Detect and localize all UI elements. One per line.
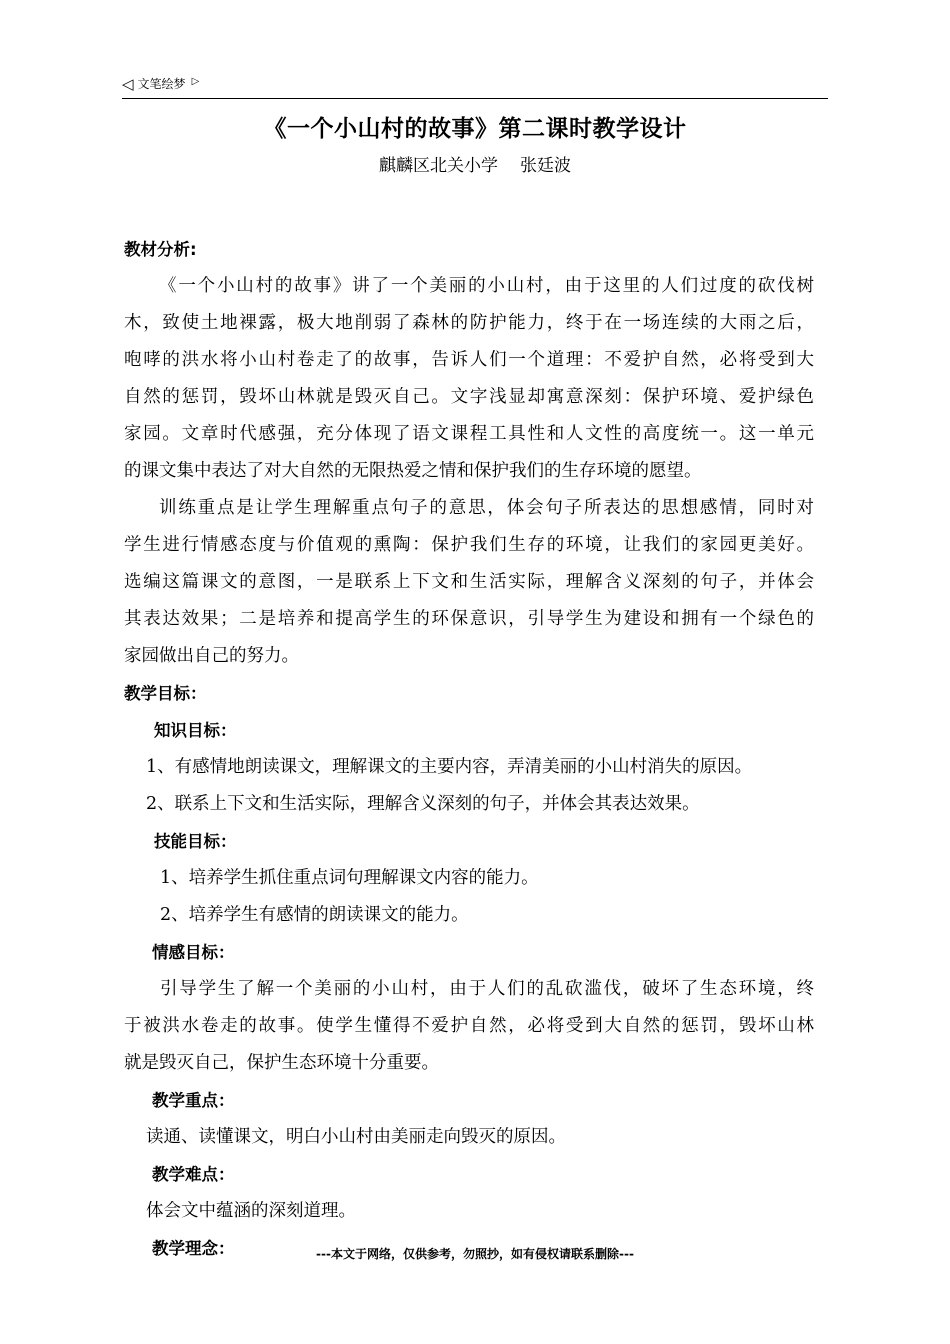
section-heading-goals: 教学目标： bbox=[124, 684, 207, 703]
paragraph-line: 就是毁灭自己，保护生态环境十分重要。 bbox=[124, 1053, 439, 1073]
header-text: 文笔绘梦 bbox=[137, 77, 186, 91]
list-item: 1、培养学生抓住重点词句理解课文内容的能力。 bbox=[160, 868, 539, 888]
paragraph-line: 自然的惩罚，毁坏山林就是毁灭自己。文字浅显却寓意深刻：保护环境、爱护绿色 bbox=[124, 387, 814, 407]
paragraph-line: 训练重点是让学生理解重点句子的意思，体会句子所表达的思想感情，同时对 bbox=[159, 498, 814, 518]
list-item: 2、联系上下文和生活实际，理解含义深刻的句子，并体会其表达效果。 bbox=[146, 794, 700, 814]
paragraph-line: 咆哮的洪水将小山村卷走了的故事，告诉人们一个道理：不爱护自然，必将受到大 bbox=[124, 350, 814, 370]
paragraph-line: 学生进行情感态度与价值观的熏陶：保护我们生存的环境，让我们的家园更美好。 bbox=[124, 535, 814, 555]
paragraph-line: 其表达效果；二是培养和提高学生的环保意识，引导学生为建设和拥有一个绿色的 bbox=[124, 609, 814, 629]
triangle-left-icon: ◁ bbox=[122, 75, 134, 93]
section-heading-concept: 教学理念： bbox=[152, 1239, 235, 1258]
author-line bbox=[0, 151, 950, 176]
section-heading-key: 教学重点： bbox=[152, 1091, 235, 1110]
page-footer: ---本文于网络，仅供参考，勿照抄，如有侵权请联系删除--- bbox=[316, 1247, 634, 1261]
list-item: 1、有感情地朗读课文，理解课文的主要内容，弄清美丽的小山村消失的原因。 bbox=[146, 757, 753, 777]
author-school: 麒麟区北关小学 bbox=[379, 156, 498, 176]
subheading-emotion: 情感目标： bbox=[152, 943, 235, 962]
paragraph-line: 体会文中蕴涵的深刻道理。 bbox=[146, 1201, 356, 1221]
author-name: 张廷波 bbox=[520, 156, 571, 176]
triangle-right-icon: ▷ bbox=[191, 76, 200, 87]
subheading-knowledge: 知识目标： bbox=[154, 721, 237, 740]
header-label bbox=[122, 76, 199, 92]
document-title: 《一个小山村的故事》第二课时教学设计 bbox=[263, 116, 687, 142]
page-header bbox=[122, 74, 828, 99]
paragraph-line: 读通、读懂课文，明白小山村由美丽走向毁灭的原因。 bbox=[146, 1127, 566, 1147]
paragraph-line: 木，致使土地裸露，极大地削弱了森林的防护能力，终于在一场连续的大雨之后， bbox=[124, 313, 814, 333]
paragraph-line: 家园做出自己的努力。 bbox=[124, 646, 299, 666]
section-heading-analysis: 教材分析: bbox=[124, 240, 197, 259]
paragraph-line: 的课文集中表达了对大自然的无限热爱之情和保护我们的生存环境的愿望。 bbox=[124, 461, 702, 481]
document-body bbox=[124, 231, 814, 1267]
list-item: 2、培养学生有感情的朗读课文的能力。 bbox=[160, 905, 469, 925]
paragraph-line: 于被洪水卷走的故事。使学生懂得不爱护自然，必将受到大自然的惩罚，毁坏山林 bbox=[124, 1016, 814, 1036]
subheading-skill: 技能目标： bbox=[154, 832, 237, 851]
paragraph-line: 引导学生了解一个美丽的小山村，由于人们的乱砍滥伐，破坏了生态环境，终 bbox=[160, 979, 814, 999]
paragraph-line: 《一个小山村的故事》讲了一个美丽的小山村，由于这里的人们过度的砍伐树 bbox=[159, 276, 814, 296]
paragraph-line: 选编这篇课文的意图，一是联系上下文和生活实际，理解含义深刻的句子，并体会 bbox=[124, 572, 814, 592]
section-heading-difficulty: 教学难点： bbox=[152, 1165, 235, 1184]
paragraph-line: 家园。文章时代感强，充分体现了语文课程工具性和人文性的高度统一。这一单元 bbox=[124, 424, 814, 444]
